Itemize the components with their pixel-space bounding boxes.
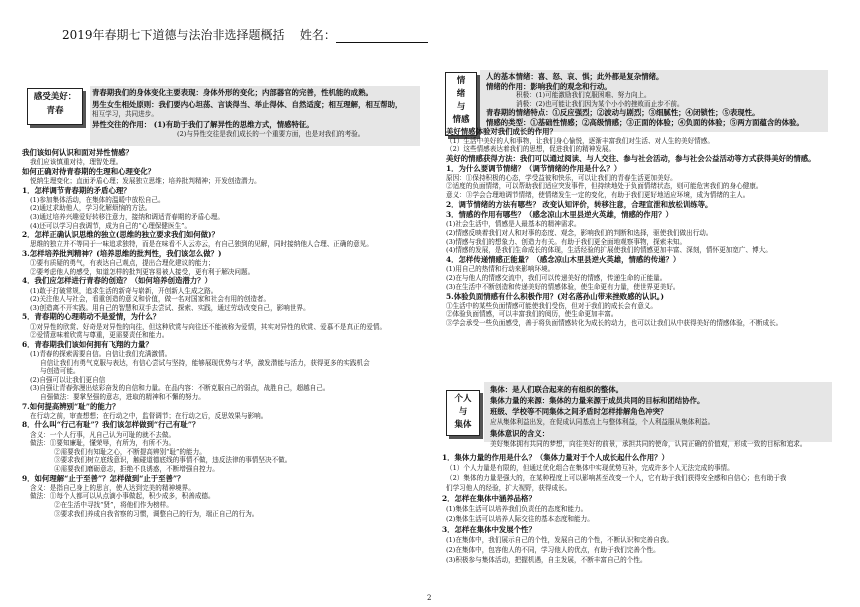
intro-heading-line: 异性交往的作用： (1)有助于我们了解异性的思维方式，情感特征。 <box>92 120 314 129</box>
text-line: (2)与异性交往是我们成长的一个重要方面，也是对我们的考验。 <box>177 130 365 138</box>
topic-box-youth-line: 青春 <box>46 106 64 116</box>
question-heading: 1．为什么要调节情绪？（调节情绪的作用是什么？） <box>446 163 622 173</box>
emotion-heading: 美好的情感获得方法：我们可以通过阅读、与人交往、参与社会活动，参与社会公益活动等方式获得美好的情感。 <box>446 154 816 163</box>
topic-box-collective-line: 个人 <box>454 394 472 404</box>
topic-box-emotion-line: 绪 <box>456 89 466 99</box>
text-line: (4)还可以学习自我调节，成为自己的“心理保健医生”。 <box>30 221 192 230</box>
text-line: (2)情感反映着我们对人和对事的态度、观念，影响我们的判断和选择，驱使我们做出行动。 <box>446 228 713 237</box>
text-line: (1)青春的探索需要自信。自信让我们充满激情。 <box>30 350 172 358</box>
text-line: 做法：①每个人都可以从点滴小事做起，积少成多，积善成德。 <box>30 492 215 501</box>
text-line: 消极：(2)也可能让我们因为某个小小的挫败而止步不前。 <box>516 99 684 108</box>
text-line: (2)在与他人的情感交流中，我们可以传递美好的情感，传递生命的正能量。 <box>446 274 667 282</box>
emotion-heading: 情绪的作用：影响我们的观念和行动。 <box>486 81 612 91</box>
text-line: 在行动之前，审查想想；在行动之中，监督调节；在行动之后，反思效果与影响。 <box>30 411 268 420</box>
text-line: (2)自强可以让我们更自信 <box>30 375 106 384</box>
text-line: ①对异性的欣赏、好奇是对异性的向往，但这种欣赏与向往还不能被称为爱情，其实对异性的欣赏、爱慕不是真正的爱情。 <box>30 322 387 331</box>
text-line: 美好集体拥有共同的梦想，向往美好的前景，承担共同的使命，认同正确的价值观，形成一致的目标和追求。 <box>490 440 807 448</box>
text-line: 含义：一个人行事，凡自己认为可耻的就不去做。 <box>30 430 176 439</box>
text-line: （2）集体的力量是强大的，在某种程度上可以影响甚至改变一个人，它有助于我们获得安全感和自信心；也有助于我 <box>446 474 787 482</box>
topic-box-collective-line: 集体 <box>454 420 472 430</box>
question-heading: 4．我们应怎样进行青春的创造？（如何培养创造潜力？） <box>22 276 212 286</box>
emotion-heading: 美好情感体验对我们成长的作用？ <box>446 127 557 137</box>
emotion-heading: 情感的类型：①基础性情感；②高级情感；③正面的体验；④负面的体验；⑤两方面蕴含的体验。 <box>486 117 804 127</box>
question-heading: 8．什么叫“行己有耻”？我们该怎样做到“行己有耻”？ <box>22 420 200 430</box>
name-label: 姓名： <box>299 28 336 42</box>
page-title <box>62 26 428 43</box>
text-line: 意义：③学会合理地调节情绪，使情绪发生一定的变化，有助于我们更好地适应环境，成为情绪的主人。 <box>446 191 750 200</box>
text-line: 自强做法：要掌坚强的意志，进取的精神和不懈的努力。 <box>40 393 205 401</box>
text-line: (3)在生活中不断创造和传递美好的情感体验，使生命更有力量，使世界更美好。 <box>446 282 680 291</box>
question-heading: 5.体验负面情感有什么积极作用？(对名落孙山带来挫败感的认识。) <box>446 291 664 301</box>
text-line: (2)集体生活可以培养人际交往的基本态度和能力。 <box>446 515 594 523</box>
page-number: 2 <box>427 594 432 602</box>
question-heading: 2．调节情绪的方法有哪些？ 改变认知评价，转移注意，合理宣泄和放松训练等。 <box>446 200 713 209</box>
text-line: （1）个人力量是有限的，但通过优化组合在集体中实现优势互补，完成许多个人无法完成的事情。 <box>446 464 734 472</box>
text-line: ④需要我们磨砺意志，拒绝不良诱惑，不断增强自控力。 <box>54 465 219 473</box>
text-line: ②需要我们有知耻之心，不断提高辨别“耻”的能力。 <box>54 447 206 456</box>
question-heading: 4．怎样传递情感正能量？（感念凉山木里县逆火英雄，情感的传递？） <box>446 255 681 265</box>
question-heading: 如何正确对待青春期的生理和心理变化？ <box>22 166 156 176</box>
text-line: ③学会承受一些负面感受，善于将负面情感转化为成长的动力，也可以让我们从中获得美好的情感体验，不断成长。 <box>446 319 783 328</box>
text-line: (1)敢于打破常规，追求生活的新奇与崭新，开创新人生成之路。 <box>30 286 218 295</box>
topic-box-emotion-line: 情 <box>456 76 466 86</box>
topic-box-emotion-line: 情感 <box>452 115 470 125</box>
text-line: 与创造可能。 <box>40 367 80 376</box>
text-line: ③要求我们树立底线意识，触碰道德底线的事情不做，违反法律的事情坚决不做。 <box>54 456 292 465</box>
text-line: ①生活中的某些负面情感可能使我们受伤，但对于我们的成长会有意义。 <box>446 301 657 310</box>
text-line: 悦纳生理变化；直面矛盾心理；发展独立思维；培养批判精神；开发创造潜力。 <box>30 177 261 185</box>
text-line: 含义：是指自己身上的思言，使人达到完美的精神境界。 <box>30 483 195 492</box>
topic-box-emotion-line: 与 <box>456 102 466 112</box>
collective-heading: 集体力量的来源：集体的力量来源于成员共同的目标和团结协作。 <box>490 396 705 405</box>
text-line: (1)用自己的热情和行动来影响环境。 <box>446 265 555 274</box>
question-heading: 3.怎样培养批判精神？(培养思维的批判性，我们该怎么做？) <box>22 249 222 258</box>
text-line: ②体验负面情感，可以丰富我们的阅历，使生命更加丰富。 <box>446 310 618 319</box>
text-line: (1)集体生活可以培养我们负责任的态度和能力。 <box>446 505 588 513</box>
question-heading: 我们该如何认识和面对异性情感？ <box>22 148 133 157</box>
topic-box-collective <box>446 390 480 436</box>
emotion-heading: 青春期的情绪特点：①反应强烈；②波动与剧烈；③细腻性；④闭锁性；⑤表现性。 <box>486 108 760 117</box>
question-heading: 6．青春期我们该如何拥有飞翔的力量？ <box>22 339 153 349</box>
question-heading: 7.如何提高辨别“耻”的能力？ <box>22 401 120 411</box>
text-line: (4)情感的发展，是我们生命成长的体现，生活经验的扩展使我们的情感更加丰富、深刻，情怀更加宽广、博大。 <box>446 246 772 255</box>
collective-heading: 集体意识的含义： <box>490 429 550 438</box>
collective-heading: 班级、学校等不同集体之间矛盾时怎样排解角色冲突？ <box>490 407 668 416</box>
collective-heading: 集体：是人们联合起来的有组织的整体。 <box>490 385 624 394</box>
text-line: ②在生活中寻找“贤”，将他们作为榜样。 <box>54 501 173 509</box>
text-line: 自信让我们有勇气克服与表达，有信心尝试与坚持，能够展现优势与才华，激发潜能与活力，获得更多的实践机会 <box>40 358 370 367</box>
question-heading: 5．青春期的心理萌动不是爱情，为什么？ <box>22 312 161 322</box>
text-line: (3)积极参与集体活动，把握机遇，自主发展，不断丰富自己的个性。 <box>446 556 647 564</box>
emotion-heading: 人的基本情绪：喜、怒、哀、惧；此外都是复杂情绪。 <box>486 72 664 81</box>
text-line: (1)社会生活中，情感是人最基本的精神需求。 <box>446 220 581 228</box>
topic-box-youth-line: 感受美好： <box>33 92 77 102</box>
text-line: ③要求我们养成自我省察的习惯，调整自己的行为，端正自己的行为。 <box>54 509 259 518</box>
text-line: (3)情感与我们的想象力、创造力有关。有助于我们更全面地观察事物，探索未知。 <box>446 237 687 246</box>
question-heading: 9．如何理解“止于至善”？怎样做到“止于至善”？ <box>22 473 185 483</box>
text-line: 做法：①要知廉耻，懂荣辱，有所为，有所不为。 <box>30 439 176 448</box>
question-heading: 1．集体力量的作用是什么？（集体力量对于个人成长起什么作用？） <box>442 453 669 462</box>
text-line: (2)通过求助他人，学习化解烦恼的方法。 <box>30 204 152 213</box>
text-line: 原因：①保持积极的心态，学受益彼和快乐，可以让我们的青春生活更加美好。 <box>446 173 677 182</box>
question-heading: 3．情感的作用有哪些？（感念凉山木里县逆火英雄，情感的作用？） <box>446 210 673 219</box>
text-line: (3)创造离不开实践。用自己的智慧和双手去尝试、探索、实践，通过劳动改变自己，影响世界。 <box>30 303 310 312</box>
question-heading: 3．怎样在集体中发展个性？ <box>442 525 536 534</box>
text-line: 们学习他人的经验，扩大视野，获得成长。 <box>446 484 572 492</box>
title-main: 2019年春期七下道德与法治非选择题概括 <box>62 28 285 42</box>
text-line: (2)关注他人与社会，看重创造的意义和价值，做一名对国家和社会有用的创造者。 <box>30 295 271 304</box>
text-line: (1)参加集体活动，在集体的温暖中放松自己。 <box>30 195 165 204</box>
text-line: （1）生活中美好的人和事物，让我们身心愉悦，逐渐丰富我们对生活、对人生的美好情感。 <box>446 136 714 145</box>
text-line: （2）这些情感表达着我们的思想，促进我们的精神发展。 <box>446 145 616 154</box>
intro-heading-line: 青春期我们的身体变化主要表现：身体外形的变化；内部器官的完善，性机能的成熟。 <box>92 88 373 97</box>
text-line: 应从集体利益出发，在促成认同基点上与整体利益，个人利益服从集体利益。 <box>490 418 715 426</box>
text-line: (3)通过培养兴趣爱好转移注意力，接纳和调适青春期的矛盾心理。 <box>30 213 224 221</box>
text-line: 相互学习，共同进步。 <box>92 110 158 118</box>
question-heading: 2．怎样正确认识思维的独立(思维的独立要求我们如何做)？ <box>22 230 219 240</box>
text-line: (2)在集体中，包容他人的不同，学习他人的优点，有助于我们完善个性。 <box>446 546 660 554</box>
intro-heading-line: 男生女生相处原则：我们要内心坦荡、言谈得当、举止得体、自然适度；相互理解，相互帮助， <box>92 100 403 109</box>
text-line: ①要有质疑的勇气，有表达自己观点，提出合理化建议的能力； <box>30 259 215 268</box>
text-line: 积极：(1)可能激励我们克服困难、努力向上。 <box>516 91 651 100</box>
text-line: ②爱情意味着欣赏与尊重，更需要责任和能力。 <box>30 331 169 340</box>
topic-box-youth <box>27 88 83 125</box>
text-line: (1)在集体中，我们展示自己的个性，发展自己的个性，不断认识和完善自我。 <box>446 536 673 544</box>
text-line: 思维的独立并不等同于一味追求独特，而是在味看不人云亦云，有自己独到的见解，同时接纳他人合理、正确的意见。 <box>30 240 373 249</box>
question-heading: 2．怎样在集体中涵养品格？ <box>442 494 536 503</box>
text-line: 我们应该慎重对待，理智处理。 <box>30 158 123 167</box>
text-line: ②适度的负面情绪，可以帮助我们适应突发事件，但持续地处于负面情绪状态，则可能危害我们的身心健康。 <box>446 182 763 191</box>
text-line: (3)自强让青春弥漫出炫彩奋发的自信和力量。在品内容：不断克服自己的弱点，战胜自己，超越自己。 <box>30 384 330 393</box>
topic-box-collective-line: 与 <box>458 407 468 417</box>
name-blank-line <box>336 31 428 43</box>
question-heading: 1．怎样调节青春期的矛盾心理？ <box>22 185 131 195</box>
text-line: ②要考虑他人的感受，知道怎样的批判更容易被人接受，更有利于解决问题。 <box>30 267 255 276</box>
